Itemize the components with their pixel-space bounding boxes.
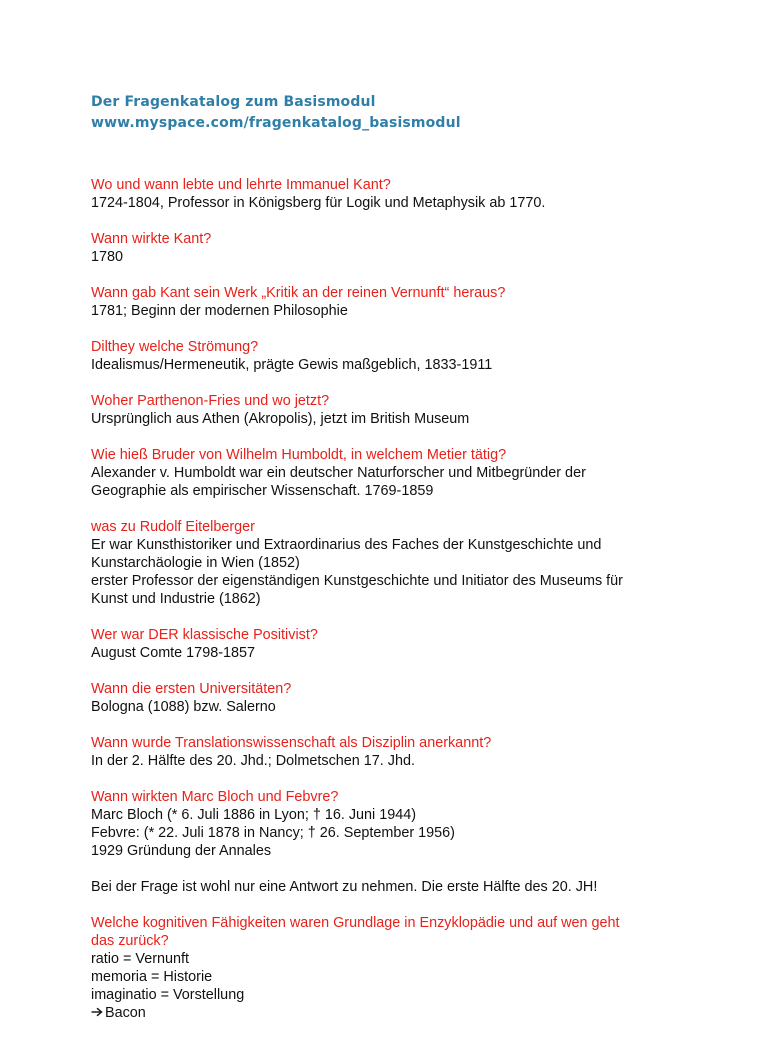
document-page (91, 92, 751, 1040)
question-text: Dilthey welche Strömung? (91, 339, 259, 355)
document-url[interactable]: www.myspace.com/fragenkatalog_basismodul (91, 115, 461, 131)
question-text: Wann wirkte Kant? (91, 231, 212, 247)
answer-text: imaginatio = Vorstellung (91, 987, 245, 1003)
qa-list (91, 176, 751, 1022)
qa-item (91, 284, 751, 320)
answer-text: Bologna (1088) bzw. Salerno (91, 699, 276, 715)
right-arrow-icon (91, 1004, 105, 1022)
question-text: Wer war DER klassische Positivist? (91, 627, 318, 643)
answer-text: 1780 (91, 249, 124, 265)
answer-text: Geographie als empirischer Wissenschaft. 1769-1859 (91, 483, 434, 499)
question-text: Wo und wann lebte und lehrte Immanuel Kant? (91, 177, 391, 193)
conclusion-text: Bacon (105, 1005, 146, 1021)
qa-item (91, 446, 751, 500)
answer-text: In der 2. Hälfte des 20. Jhd.; Dolmetschen 17. Jhd. (91, 753, 415, 769)
question-text: Wann die ersten Universitäten? (91, 681, 292, 697)
answer-note: Bei der Frage ist wohl nur eine Antwort zu nehmen. Die erste Hälfte des 20. JH! (91, 879, 598, 895)
qa-item (91, 914, 751, 1022)
qa-item (91, 338, 751, 374)
answer-text: Febvre: (* 22. Juli 1878 in Nancy; † 26. September 1956) (91, 825, 455, 841)
answer-text: Kunst und Industrie (1862) (91, 591, 261, 607)
document-title: Der Fragenkatalog zum Basismodul (91, 94, 376, 110)
qa-item (91, 680, 751, 716)
answer-text: erster Professor der eigenständigen Kunstgeschichte und Initiator des Museums für (91, 573, 623, 589)
question-text: Wann wurde Translationswissenschaft als Disziplin anerkannt? (91, 735, 492, 751)
answer-text: Marc Bloch (* 6. Juli 1886 in Lyon; † 16. Juni 1944) (91, 807, 417, 823)
answer-text: Ursprünglich aus Athen (Akropolis), jetzt im British Museum (91, 411, 470, 427)
answer-text: Idealismus/Hermeneutik, prägte Gewis maßgeblich, 1833-1911 (91, 357, 493, 373)
answer-text: 1781; Beginn der modernen Philosophie (91, 303, 348, 319)
qa-item (91, 626, 751, 662)
answer-conclusion (91, 1004, 751, 1022)
blank-line (91, 860, 751, 878)
answer-text: Kunstarchäologie in Wien (1852) (91, 555, 300, 571)
question-text: Wie hieß Bruder von Wilhelm Humboldt, in welchem Metier tätig? (91, 447, 507, 463)
qa-item (91, 230, 751, 266)
answer-text: 1929 Gründung der Annales (91, 843, 272, 859)
qa-item (91, 734, 751, 770)
question-text: Welche kognitiven Fähigkeiten waren Grundlage in Enzyklopädie und auf wen geht (91, 915, 620, 931)
question-text: was zu Rudolf Eitelberger (91, 519, 255, 535)
answer-text: 1724-1804, Professor in Königsberg für Logik und Metaphysik ab 1770. (91, 195, 546, 211)
question-text: Wann gab Kant sein Werk „Kritik an der reinen Vernunft“ heraus? (91, 285, 506, 301)
qa-item (91, 518, 751, 608)
qa-item (91, 176, 751, 212)
qa-item (91, 392, 751, 428)
answer-text: ratio = Vernunft (91, 951, 190, 967)
answer-text: Alexander v. Humboldt war ein deutscher Naturforscher und Mitbegründer der (91, 465, 586, 481)
answer-text: Er war Kunsthistoriker und Extraordinarius des Faches der Kunstgeschichte und (91, 537, 602, 553)
question-text: das zurück? (91, 933, 169, 949)
answer-text: memoria = Historie (91, 969, 213, 985)
qa-item (91, 788, 751, 896)
answer-text: August Comte 1798-1857 (91, 645, 256, 661)
question-text: Wann wirkten Marc Bloch und Febvre? (91, 789, 339, 805)
question-text: Woher Parthenon-Fries und wo jetzt? (91, 393, 330, 409)
